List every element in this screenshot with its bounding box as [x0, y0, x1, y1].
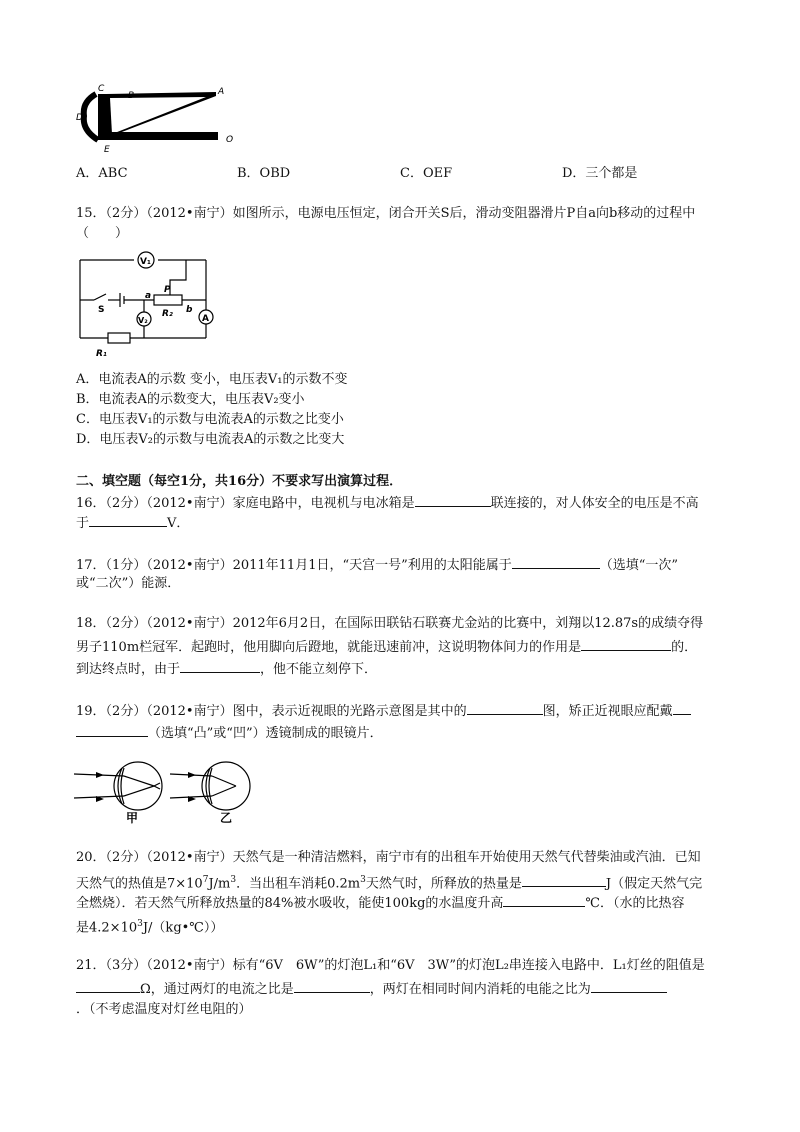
q20-line3: 全燃烧）．若天然气所释放热量的84%被水吸收，能使100kg的水温度升高 ℃．（水的比热容: [76, 892, 684, 914]
q17-blank-1[interactable]: [512, 554, 600, 569]
q15-option-b[interactable]: B．电流表A的示数变大，电压表V₂变小: [76, 392, 305, 407]
circuit-label-b: b: [186, 305, 193, 315]
q17-line1: 17．（1分）（2012•南宁）2011年11月1日，“天宫一号”利用的太阳能属于 （选填“一次”: [76, 554, 678, 576]
q20-line2: 天然气的热值是$7\times 10^7J/m^3$．当出租车消耗$0.2m^3$天然气时，所释放的热量是 J（假定天然气完: [76, 870, 702, 894]
circuit-label-p: P: [164, 285, 171, 295]
circuit-label-ammeter: A: [202, 314, 209, 324]
q16-blank-1[interactable]: [415, 492, 491, 507]
q20-line1: 20．（2分）（2012•南宁）天然气是一种清洁燃料，南宁市有的出租车开始使用天然气代替柴油或汽油．已知: [76, 850, 701, 865]
q14-option-b[interactable]: B．OBD: [237, 166, 291, 181]
q15-circuit-diagram: [74, 250, 224, 362]
q14-option-c[interactable]: C．OEF: [400, 166, 453, 181]
q21-blank-3[interactable]: [591, 978, 667, 993]
q18-line3: 到达终点时，由于 ，他不能立刻停下．: [76, 658, 377, 680]
q20-blank-2[interactable]: [503, 892, 585, 907]
q19-blank-2[interactable]: [76, 722, 148, 737]
diagram-label-b: B: [128, 91, 135, 101]
diagram-label-c: C: [98, 84, 105, 94]
diagram-label-a: A: [218, 87, 225, 97]
diagram-label-e: E: [104, 145, 110, 154]
q20-line4: 是$4.2\times 10^3J/(kg•℃)$）: [76, 919, 224, 936]
eye-label-yi: 乙: [220, 811, 233, 825]
diagram-label-d: D: [76, 113, 83, 123]
q21-line2: Ω，通过两灯的电流之比是 ，两灯在相同时间内消耗的电能之比为: [76, 978, 667, 1000]
q20-blank-1[interactable]: [522, 872, 606, 887]
q15-option-c[interactable]: C．电压表V₁的示数与电流表A的示数之比变小: [76, 412, 344, 427]
q16-blank-2[interactable]: [89, 512, 167, 527]
circuit-label-v2: V₂: [138, 316, 148, 325]
q19-blank-1[interactable]: [467, 700, 543, 715]
q19-line2: （选填“凸”或“凹”）透镜制成的眼镜片．: [76, 722, 383, 744]
q21-blank-1[interactable]: [76, 978, 140, 993]
q18-line2: 男子110m栏冠军．起跑时，他用脚向后蹬地，就能迅速前冲，这说明物体间力的作用是 的．: [76, 636, 697, 658]
circuit-label-s: S: [98, 305, 105, 315]
q21-blank-2[interactable]: [294, 978, 370, 993]
q18-blank-1[interactable]: [581, 636, 671, 651]
q15-option-a[interactable]: A．电流表A的示数 变小，电压表V₁的示数不变: [76, 372, 348, 387]
q19-blank-2-start[interactable]: [673, 700, 691, 715]
circuit-label-r1: R₁: [96, 349, 107, 359]
q16-line1: 16．（2分）（2012•南宁）家庭电路中，电视机与电冰箱是 联连接的，对人体安全的电压是不高: [76, 492, 699, 514]
circuit-label-v1: V₁: [140, 257, 151, 267]
q21-line3: ．（不考虑温度对灯丝电阻的）: [76, 1002, 252, 1017]
section-title: 二、填空题（每空1分，共16分）不要求写出演算过程．: [76, 474, 403, 489]
q14-option-a[interactable]: A．ABC: [76, 166, 128, 181]
q15-option-d[interactable]: D．电压表V₂的示数与电流表A的示数之比变大: [76, 432, 345, 447]
diagram-label-o: O: [226, 135, 234, 145]
circuit-label-a: a: [145, 291, 152, 301]
eye-label-jia: 甲: [126, 811, 139, 825]
q15-answer-paren: （ ）: [76, 226, 129, 241]
q14-light-diagram: [76, 82, 246, 154]
q18-line1: 18．（2分）（2012•南宁）2012年6月2日，在国际田联钻石联赛尤金站的比赛中，刘翔以12.87s的成绩夺得: [76, 616, 704, 631]
q17-line2: 或“二次”）能源．: [76, 576, 181, 591]
q19-eye-diagrams: [74, 752, 284, 826]
q19-line1: 19．（2分）（2012•南宁）图中，表示近视眼的光路示意图是其中的 图，矫正近视眼应配戴: [76, 700, 691, 722]
q14-option-d[interactable]: D．三个都是: [562, 166, 638, 181]
q16-line2: 于 V．: [76, 512, 189, 534]
q21-line1: 21．（3分）（2012•南宁）标有“6V 6W”的灯泡L₁和“6V 3W”的灯泡L₂串连接入电路中．L₁灯丝的阻值是: [76, 958, 705, 973]
q15-stem: 15．（2分）（2012•南宁）如图所示，电源电压恒定，闭合开关S后，滑动变阻器滑片P自a向b移动的过程中: [76, 206, 696, 221]
q18-blank-2[interactable]: [180, 658, 260, 673]
circuit-label-r2: R₂: [162, 309, 173, 319]
